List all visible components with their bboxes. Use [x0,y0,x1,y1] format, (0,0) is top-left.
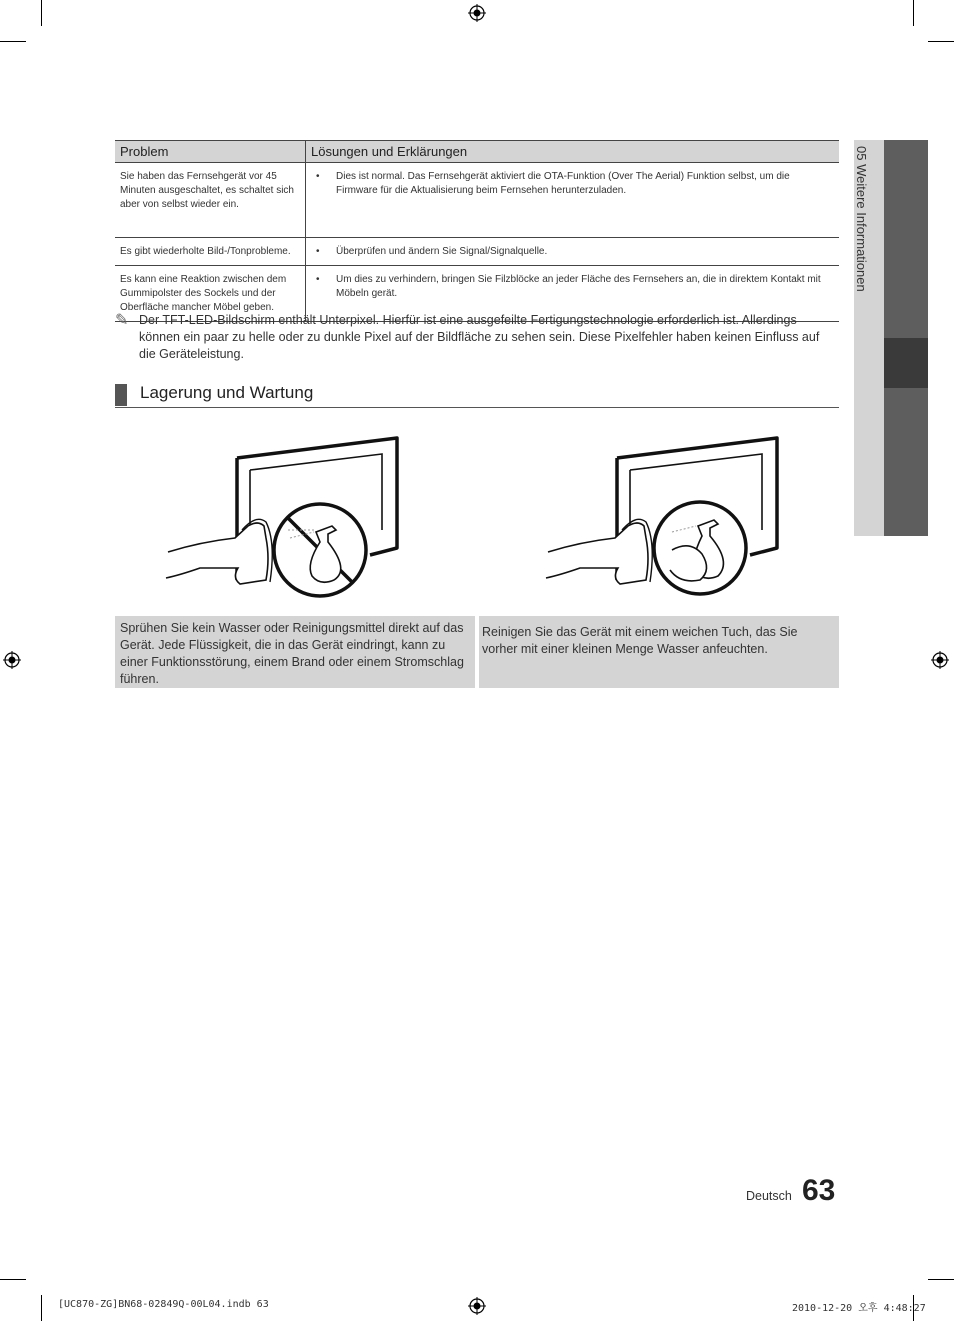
bullet: • [316,171,320,182]
print-file-info: [UC870-ZG]BN68-02849Q-00L04.indb 63 [58,1299,269,1310]
table-row [115,238,839,266]
solution-text: Dies ist normal. Das Fernsehgerät aktiviert die OTA-Funktion (Over The Aerial) Funktion selbst, um die Firmware für die Aktualisierung beim Fernsehen herunterzuladen. [336,171,790,196]
troubleshooting-table [115,140,839,322]
column-header-problem: Problem [115,141,306,163]
wipe-cloth-illustration [540,430,790,605]
crop-mark [0,1279,26,1280]
crop-mark [0,41,26,42]
footer-language: Deutsch [746,1189,792,1203]
caption-wipe-cloth: Reinigen Sie das Gerät mit einem weichen Tuch, das Sie vorher mit einer kleinen Menge Wasser anfeuchten. [479,616,839,688]
crop-mark [928,1279,954,1280]
note-text: Der TFT-LED-Bildschirm enthält Unterpixel. Hierfür ist eine ausgefeilte Fertigungstechnologie erforderlich ist. Allerdings können ein paar zu helle oder zu dunkle Pixel auf der Bildfläche zu sehen sein. Diese Pixelfehler haben keinen Einfluss auf die Geräteleistung. [139,313,820,361]
note-pencil-icon: ✎ [115,312,129,329]
section-divider [115,407,839,408]
caption-no-spray: Sprühen Sie kein Wasser oder Reinigungsmittel direkt auf das Gerät. Jede Flüssigkeit, die in das Gerät eindringt, kann zu einer Funktionsstörung, einem Brand oder einem Stromschlag führen. [115,616,475,688]
registration-mark-icon [468,4,486,22]
crop-mark [913,0,914,26]
solution-text: Um dies zu verhindern, bringen Sie Filzblöcke an jeder Fläche des Fernsehers an, die in direktem Kontakt mit Möbeln gerät. [336,274,821,299]
chapter-tab-active-marker [884,338,928,388]
solution-cell [306,238,840,266]
note [115,312,839,363]
crop-mark [41,0,42,26]
registration-mark-icon [931,651,949,669]
section-marker [115,384,127,406]
bullet: • [316,274,320,285]
page-number: 63 [802,1174,836,1207]
section-title: Lagerung und Wartung [140,383,314,402]
crop-mark [928,41,954,42]
table-row [115,163,839,238]
problem-cell: Sie haben das Fernsehgerät vor 45 Minuten ausgeschaltet, es schaltet sich aber von selbst wieder ein. [115,163,306,238]
table-header-row [115,141,839,163]
bullet: • [316,246,320,257]
solution-cell [306,163,840,238]
crop-mark [41,1295,42,1321]
problem-cell: Es kann eine Reaktion zwischen dem Gummipolster des Sockels und der Oberfläche mancher Möbel geben. [115,266,306,322]
registration-mark-icon [468,1297,486,1315]
no-spray-illustration [160,430,410,605]
problem-cell: Es gibt wiederholte Bild-/Tonprobleme. [115,238,306,266]
chapter-tab-label: 05 Weitere Informationen [854,146,869,292]
print-date-info: 2010-12-20 오후 4:48:27 [792,1303,926,1314]
column-header-solutions: Lösungen und Erklärungen [306,141,840,163]
registration-mark-icon [3,651,21,669]
solution-text: Überprüfen und ändern Sie Signal/Signalquelle. [336,246,548,257]
